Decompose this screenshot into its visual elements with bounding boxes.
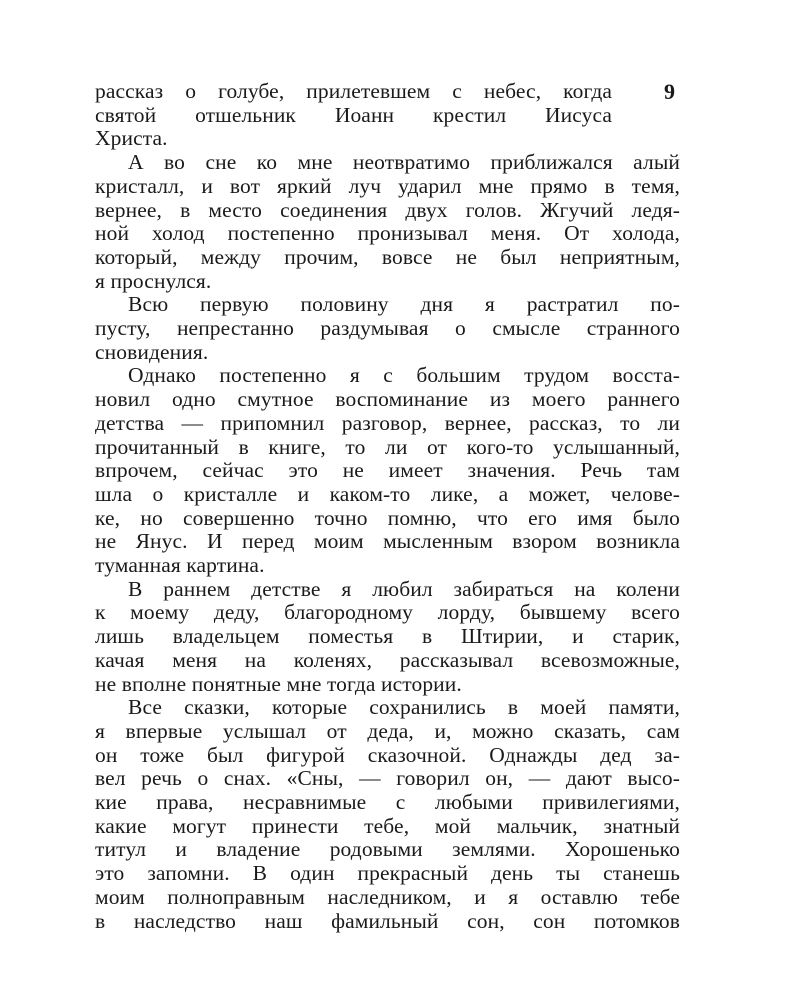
text-line: сновидения. xyxy=(95,340,209,364)
text-line: вернее, в место соединения двух голов. Жгучий ледя- xyxy=(95,198,680,222)
text-line: пусту, непрестанно раздумывая о смысле странного xyxy=(95,316,680,340)
text-line: Христа. xyxy=(95,126,168,150)
text-line: титул и владение родовыми землями. Хорошенько xyxy=(95,837,680,861)
text-line: кие права, несравнимые с любыми привилегиями, xyxy=(95,790,680,814)
text-line: туманная картина. xyxy=(95,553,265,577)
text-line: вел речь о снах. «Сны, — говорил он, — дают высо- xyxy=(95,766,680,790)
text-line: впрочем, сейчас это не имеет значения. Речь там xyxy=(95,458,680,482)
text-line: я впервые услышал от деда, и, можно сказать, сам xyxy=(95,719,680,743)
text-line: ной холод постепенно пронизывал меня. От холода, xyxy=(95,221,680,245)
text-line: святой отшельник Иоанн крестил Иисуса xyxy=(95,103,612,127)
text-line: лишь владельцем поместья в Штирии, и старик, xyxy=(95,624,680,648)
text-line: рассказ о голубе, прилетевшем с небес, когда xyxy=(95,79,612,103)
text-line: новил одно смутное воспоминание из моего раннего xyxy=(95,387,680,411)
text-line: кристалл, и вот яркий луч ударил мне прямо в темя, xyxy=(95,174,680,198)
text-line: А во сне ко мне неотвратимо приближался алый xyxy=(128,150,680,174)
text-line: детства — припомнил разговор, вернее, рассказ, то ли xyxy=(95,411,680,435)
text-line: прочитанный в книге, то ли от кого-то услышанный, xyxy=(95,435,680,459)
text-line: не вполне понятные мне тогда истории. xyxy=(95,672,462,696)
text-line: который, между прочим, вовсе не был неприятным, xyxy=(95,245,680,269)
text-line: Все сказки, которые сохранились в моей памяти, xyxy=(128,695,680,719)
text-line: моим полноправным наследником, и я оставлю тебе xyxy=(95,885,680,909)
text-line: какие могут принести тебе, мой мальчик, знатный xyxy=(95,814,680,838)
text-line: это запомни. В один прекрасный день ты станешь xyxy=(95,861,680,885)
text-line: шла о кристалле и каком-то лике, а может, челове- xyxy=(95,482,680,506)
page-number: 9 xyxy=(664,79,675,104)
text-line: качая меня на коленях, рассказывал всевозможные, xyxy=(95,648,680,672)
text-line: Однако постепенно я с большим трудом восста- xyxy=(128,363,680,387)
text-line: не Янус. И перед моим мысленным взором возникла xyxy=(95,529,680,553)
text-line: В раннем детстве я любил забираться на колени xyxy=(128,577,680,601)
text-line: я проснулся. xyxy=(95,269,212,293)
text-line: Всю первую половину дня я растратил по- xyxy=(128,292,680,316)
text-line: он тоже был фигурой сказочной. Однажды дед за- xyxy=(95,743,680,767)
text-line: в наследство наш фамильный сон, сон потомков xyxy=(95,909,680,933)
text-line: к моему деду, благородному лорду, бывшему всего xyxy=(95,600,680,624)
text-line: ке, но совершенно точно помню, что его имя было xyxy=(95,506,680,530)
